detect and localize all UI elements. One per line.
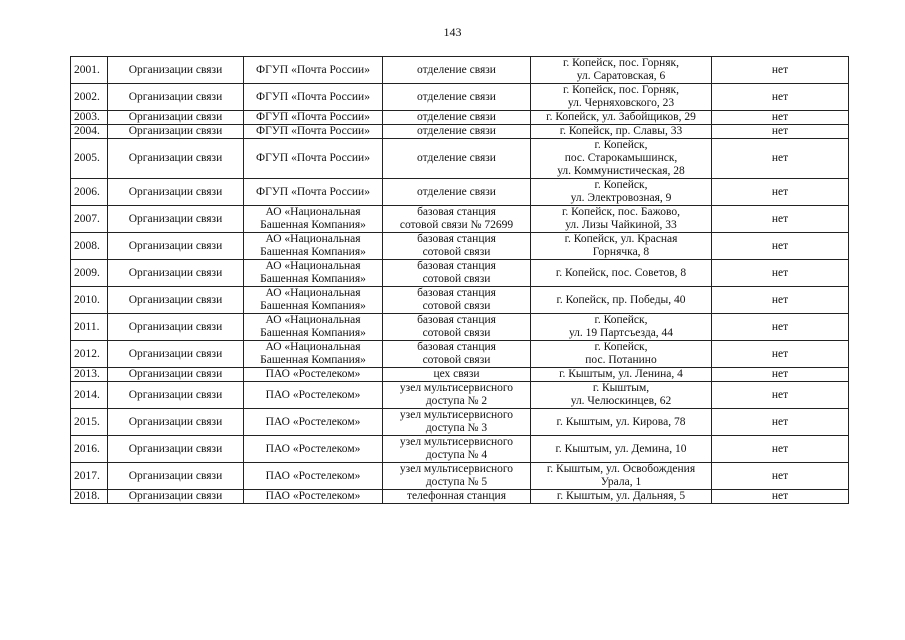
address-cell-line: г. Копейск, ул. Забойщиков, 29	[546, 111, 696, 123]
object-type-cell-line: базовая станция	[417, 260, 496, 272]
flag-cell: нет	[712, 84, 849, 111]
row-number-cell: 2016.	[71, 436, 108, 463]
organization-cell-line: ПАО «Ростелеком»	[265, 490, 361, 502]
page-number: 143	[443, 25, 462, 39]
address-cell	[531, 436, 712, 463]
organization-cell-line: ФГУП «Почта России»	[256, 63, 370, 76]
object-type-cell	[383, 382, 531, 409]
object-type-cell	[383, 125, 531, 139]
organization-cell-line: АО «Национальная	[265, 341, 361, 353]
object-type-cell-line: отделение связи	[417, 125, 496, 137]
row-number-cell: 2006.	[71, 179, 108, 206]
address-cell	[531, 179, 712, 206]
address-cell-line: ул. 19 Партсъезда, 44	[568, 327, 674, 339]
object-type-cell-line: цех связи	[433, 368, 480, 380]
table-row	[71, 409, 849, 436]
row-number-cell: 2017.	[71, 463, 108, 490]
organization-cell-line: Башенная Компания»	[260, 300, 366, 312]
address-cell	[531, 341, 712, 368]
object-type-cell-line: сотовой связи	[422, 246, 491, 258]
address-cell-line: г. Копейск, ул. Красная	[564, 233, 678, 245]
flag-cell: нет	[712, 314, 849, 341]
object-type-cell-line: узел мультисервисного	[399, 436, 514, 448]
table-row	[71, 341, 849, 368]
row-number-cell: 2008.	[71, 233, 108, 260]
object-type-cell-line: отделение связи	[417, 63, 496, 76]
address-cell	[531, 206, 712, 233]
category-cell: Организации связи	[108, 382, 244, 409]
organization-cell	[244, 287, 383, 314]
organization-cell-line: АО «Национальная	[265, 260, 361, 272]
address-cell-line: г. Копейск,	[594, 341, 648, 353]
address-cell-line: Горнячка, 8	[592, 246, 650, 258]
address-cell-line: пос. Старокамышинск,	[564, 152, 678, 164]
category-cell: Организации связи	[108, 179, 244, 206]
address-cell-line: ул. Саратовская, 6	[576, 70, 666, 82]
address-cell	[531, 139, 712, 179]
address-cell	[531, 260, 712, 287]
flag-cell: нет	[712, 287, 849, 314]
table-row	[71, 179, 849, 206]
organization-cell-line: Башенная Компания»	[260, 219, 366, 231]
organization-cell	[244, 84, 383, 111]
address-cell-line: ул. Коммунистическая, 28	[557, 165, 685, 177]
organization-cell-line: АО «Национальная	[265, 287, 361, 299]
table-row	[71, 111, 849, 125]
flag-cell: нет	[712, 382, 849, 409]
object-type-cell-line: отделение связи	[417, 111, 496, 123]
table-row	[71, 233, 849, 260]
table-row	[71, 490, 849, 504]
object-type-cell-line: узел мультисервисного	[399, 463, 514, 475]
row-number-cell: 2007.	[71, 206, 108, 233]
object-type-cell	[383, 84, 531, 111]
address-cell	[531, 233, 712, 260]
category-cell: Организации связи	[108, 463, 244, 490]
object-type-cell-line: базовая станция	[417, 233, 496, 245]
organization-cell-line: Башенная Компания»	[260, 327, 366, 339]
address-cell	[531, 409, 712, 436]
object-type-cell	[383, 490, 531, 504]
organization-cell	[244, 57, 383, 84]
object-type-cell	[383, 463, 531, 490]
object-type-cell-line: доступа № 2	[425, 395, 488, 407]
category-cell: Организации связи	[108, 233, 244, 260]
organization-cell	[244, 341, 383, 368]
address-cell-line: г. Копейск, пос. Бажово,	[561, 206, 680, 218]
object-type-cell-line: отделение связи	[417, 152, 496, 164]
address-cell	[531, 125, 712, 139]
row-number-cell: 2018.	[71, 490, 108, 504]
address-cell	[531, 111, 712, 125]
organization-cell	[244, 382, 383, 409]
organization-cell	[244, 233, 383, 260]
object-type-cell-line: базовая станция	[417, 314, 496, 326]
address-cell-line: Урала, 1	[600, 476, 642, 488]
row-number-cell: 2002.	[71, 84, 108, 111]
registry-table	[70, 56, 849, 504]
object-type-cell-line: доступа № 5	[425, 476, 488, 488]
row-number-cell: 2011.	[71, 314, 108, 341]
category-cell: Организации связи	[108, 314, 244, 341]
organization-cell-line: ФГУП «Почта России»	[256, 125, 370, 137]
address-cell-line: г. Копейск, пр. Победы, 40	[556, 293, 686, 306]
flag-cell: нет	[712, 409, 849, 436]
row-number-cell: 2010.	[71, 287, 108, 314]
organization-cell	[244, 260, 383, 287]
table-row	[71, 84, 849, 111]
organization-cell-line: ФГУП «Почта России»	[256, 152, 370, 164]
address-cell	[531, 382, 712, 409]
category-cell: Организации связи	[108, 125, 244, 139]
address-cell	[531, 57, 712, 84]
category-cell: Организации связи	[108, 490, 244, 504]
organization-cell-line: Башенная Компания»	[260, 273, 366, 285]
category-cell: Организации связи	[108, 139, 244, 179]
address-cell-line: г. Копейск, пос. Советов, 8	[555, 266, 687, 279]
organization-cell-line: АО «Национальная	[265, 206, 361, 218]
address-cell	[531, 84, 712, 111]
organization-cell-line: ФГУП «Почта России»	[256, 111, 370, 123]
flag-cell: нет	[712, 125, 849, 139]
address-cell	[531, 463, 712, 490]
address-cell	[531, 368, 712, 382]
row-number-cell: 2015.	[71, 409, 108, 436]
object-type-cell	[383, 233, 531, 260]
flag-cell: нет	[712, 139, 849, 179]
organization-cell	[244, 125, 383, 139]
category-cell: Организации связи	[108, 368, 244, 382]
object-type-cell	[383, 206, 531, 233]
object-type-cell	[383, 436, 531, 463]
category-cell: Организации связи	[108, 341, 244, 368]
address-cell-line: г. Кыштым, ул. Ленина, 4	[559, 368, 683, 380]
flag-cell: нет	[712, 206, 849, 233]
row-number-cell: 2003.	[71, 111, 108, 125]
organization-cell	[244, 436, 383, 463]
flag-cell: нет	[712, 260, 849, 287]
organization-cell	[244, 111, 383, 125]
address-cell-line: ул. Черняховского, 23	[567, 97, 675, 109]
address-cell-line: г. Копейск,	[594, 314, 648, 326]
organization-cell	[244, 368, 383, 382]
object-type-cell	[383, 57, 531, 84]
table-row	[71, 436, 849, 463]
object-type-cell	[383, 314, 531, 341]
address-cell-line: г. Кыштым, ул. Освобождения	[546, 463, 696, 475]
table-row	[71, 125, 849, 139]
address-cell-line: г. Копейск, пр. Славы, 33	[559, 125, 683, 137]
flag-cell: нет	[712, 490, 849, 504]
object-type-cell-line: сотовой связи	[422, 354, 491, 366]
address-cell-line: г. Кыштым,	[592, 382, 650, 394]
object-type-cell	[383, 287, 531, 314]
object-type-cell	[383, 260, 531, 287]
organization-cell-line: ПАО «Ростелеком»	[265, 415, 361, 428]
row-number-cell: 2013.	[71, 368, 108, 382]
table-row	[71, 368, 849, 382]
address-cell	[531, 490, 712, 504]
organization-cell	[244, 206, 383, 233]
address-cell-line: г. Копейск,	[594, 139, 648, 151]
category-cell: Организации связи	[108, 409, 244, 436]
flag-cell: нет	[712, 368, 849, 382]
organization-cell-line: АО «Национальная	[265, 233, 361, 245]
table-row	[71, 287, 849, 314]
object-type-cell	[383, 111, 531, 125]
organization-cell-line: АО «Национальная	[265, 314, 361, 326]
organization-cell-line: ФГУП «Почта России»	[256, 185, 370, 198]
object-type-cell-line: базовая станция	[417, 341, 496, 353]
object-type-cell-line: телефонная станция	[406, 490, 507, 502]
category-cell: Организации связи	[108, 57, 244, 84]
row-number-cell: 2009.	[71, 260, 108, 287]
flag-cell: нет	[712, 341, 849, 368]
object-type-cell	[383, 179, 531, 206]
object-type-cell-line: сотовой связи	[422, 273, 491, 285]
organization-cell-line: ПАО «Ростелеком»	[265, 469, 361, 482]
object-type-cell-line: базовая станция	[417, 206, 496, 218]
category-cell: Организации связи	[108, 111, 244, 125]
category-cell: Организации связи	[108, 84, 244, 111]
organization-cell	[244, 463, 383, 490]
address-cell-line: г. Копейск,	[594, 179, 648, 191]
row-number-cell: 2014.	[71, 382, 108, 409]
flag-cell: нет	[712, 233, 849, 260]
organization-cell-line: ФГУП «Почта России»	[256, 90, 370, 103]
row-number-cell: 2001.	[71, 57, 108, 84]
object-type-cell-line: отделение связи	[417, 185, 496, 198]
object-type-cell	[383, 341, 531, 368]
object-type-cell-line: доступа № 3	[425, 422, 488, 434]
flag-cell: нет	[712, 436, 849, 463]
organization-cell-line: Башенная Компания»	[260, 354, 366, 366]
address-cell	[531, 287, 712, 314]
object-type-cell-line: доступа № 4	[425, 449, 488, 461]
category-cell: Организации связи	[108, 287, 244, 314]
category-cell: Организации связи	[108, 260, 244, 287]
organization-cell-line: ПАО «Ростелеком»	[265, 442, 361, 455]
flag-cell: нет	[712, 57, 849, 84]
object-type-cell	[383, 139, 531, 179]
object-type-cell	[383, 368, 531, 382]
table-row	[71, 314, 849, 341]
organization-cell-line: ПАО «Ростелеком»	[265, 388, 361, 401]
organization-cell-line: Башенная Компания»	[260, 246, 366, 258]
row-number-cell: 2004.	[71, 125, 108, 139]
address-cell-line: г. Копейск, пос. Горняк,	[563, 84, 679, 96]
address-cell-line: пос. Потанино	[585, 354, 657, 366]
object-type-cell-line: узел мультисервисного	[399, 382, 514, 394]
address-cell-line: ул. Лизы Чайкиной, 33	[565, 219, 677, 231]
table-row	[71, 206, 849, 233]
address-cell	[531, 314, 712, 341]
flag-cell: нет	[712, 111, 849, 125]
object-type-cell	[383, 409, 531, 436]
organization-cell	[244, 179, 383, 206]
address-cell-line: г. Копейск, пос. Горняк,	[563, 57, 679, 69]
object-type-cell-line: сотовой связи	[422, 300, 491, 312]
flag-cell: нет	[712, 179, 849, 206]
object-type-cell-line: сотовой связи № 72699	[399, 219, 514, 231]
table-row	[71, 260, 849, 287]
object-type-cell-line: сотовой связи	[422, 327, 491, 339]
organization-cell-line: ПАО «Ростелеком»	[265, 368, 361, 380]
row-number-cell: 2005.	[71, 139, 108, 179]
organization-cell	[244, 139, 383, 179]
category-cell: Организации связи	[108, 436, 244, 463]
table-row	[71, 57, 849, 84]
table-row	[71, 382, 849, 409]
organization-cell	[244, 490, 383, 504]
table-row	[71, 139, 849, 179]
address-cell-line: г. Кыштым, ул. Демина, 10	[555, 442, 687, 455]
row-number-cell: 2012.	[71, 341, 108, 368]
object-type-cell-line: базовая станция	[417, 287, 496, 299]
address-cell-line: г. Кыштым, ул. Дальняя, 5	[556, 490, 686, 502]
flag-cell: нет	[712, 463, 849, 490]
category-cell: Организации связи	[108, 206, 244, 233]
address-cell-line: ул. Челюскинцев, 62	[570, 395, 672, 407]
organization-cell	[244, 314, 383, 341]
object-type-cell-line: отделение связи	[417, 90, 496, 103]
object-type-cell-line: узел мультисервисного	[399, 409, 514, 421]
table-row	[71, 463, 849, 490]
address-cell-line: г. Кыштым, ул. Кирова, 78	[556, 415, 686, 428]
address-cell-line: ул. Электровозная, 9	[570, 192, 672, 204]
organization-cell	[244, 409, 383, 436]
